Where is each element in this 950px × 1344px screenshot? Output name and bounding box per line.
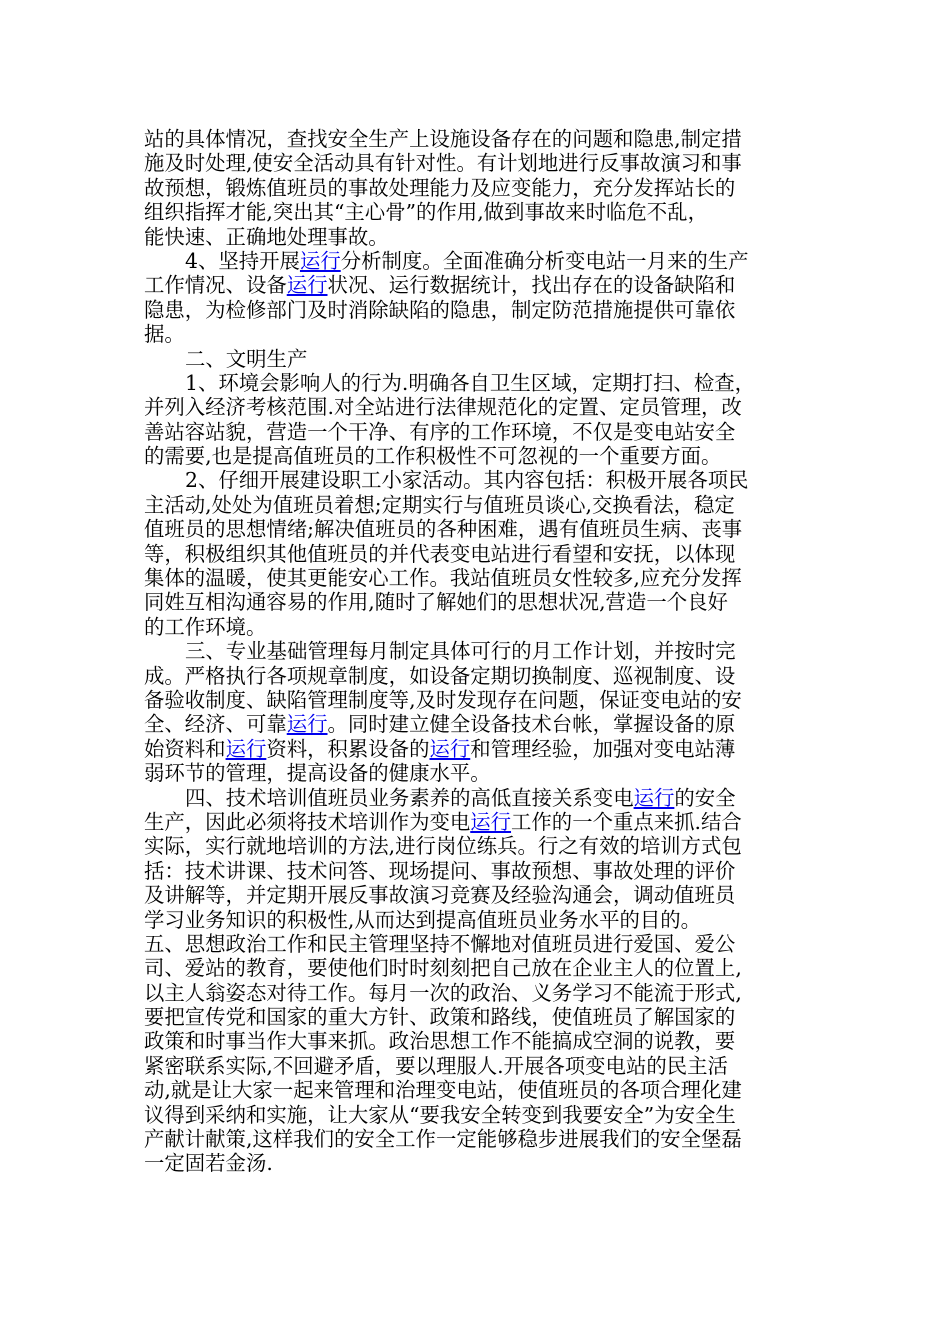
text-segment: 的安全 <box>674 785 736 810</box>
text-line <box>144 664 808 688</box>
text-segment: 紧密联系实际,不回避矛盾，要以理服人.开展各项变电站的民主活 <box>144 1053 728 1078</box>
text-segment: 主活动,处处为值班员着想;定期实行与值班员谈心,交换看法，稳定 <box>144 492 735 517</box>
text-line <box>144 712 808 736</box>
text-line <box>144 444 808 468</box>
text-segment: 和管理经验，加强对变电站薄 <box>470 736 736 761</box>
text-segment: 产献计献策,这样我们的安全工作一定能够稳步进展我们的安全堡磊 <box>144 1127 742 1152</box>
text-line <box>144 1054 808 1078</box>
text-segment: 学习业务知识的积极性,从而达到提高值班员业务水平的目的。 <box>144 907 702 932</box>
text-segment: 备验收制度、缺陷管理制度等,及时发现存在问题，保证变电站的安 <box>144 687 742 712</box>
text-line <box>144 859 808 883</box>
text-line <box>144 322 808 346</box>
text-line <box>144 1005 808 1029</box>
text-line <box>144 249 808 273</box>
text-line <box>144 225 808 249</box>
text-line <box>144 737 808 761</box>
text-line <box>144 981 808 1005</box>
text-segment: 政策和时事当作大事来抓。政治思想工作不能搞成空洞的说教，要 <box>144 1029 736 1054</box>
link-yunxing[interactable]: 运行 <box>225 736 267 761</box>
text-segment: 实际，实行就地培训的方法,进行岗位练兵。行之有效的培训方式包 <box>144 834 742 859</box>
text-segment: 并列入经济考核范围.对全站进行法律规范化的定置、定员管理，改 <box>144 395 742 420</box>
text-segment: 施及时处理,使安全活动具有针对性。有计划地进行反事故演习和事 <box>144 151 742 176</box>
text-line <box>144 1103 808 1127</box>
text-line <box>144 468 808 492</box>
text-line <box>144 810 808 834</box>
text-line <box>144 517 808 541</box>
text-segment: 弱环节的管理，提高设备的健康水平。 <box>144 761 491 786</box>
text-segment: 的需要,也是提高值班员的工作积极性不可忽视的一个重要方面。 <box>144 444 722 469</box>
link-yunxing[interactable]: 运行 <box>286 712 328 737</box>
text-segment: 故预想，锻炼值班员的事故处理能力及应变能力，充分发挥站长的 <box>144 175 736 200</box>
text-line <box>144 493 808 517</box>
text-segment: 及讲解等，并定期开展反事故演习竞赛及经验沟通会，调动值班员 <box>144 883 736 908</box>
text-segment: 司、爱站的教育，要使他们时时刻刻把自己放在企业主人的位置上, <box>144 956 742 981</box>
text-segment: 2、仔细开展建设职工小家活动。其内容包括：积极开展各项民 <box>185 468 749 493</box>
text-line <box>144 1029 808 1053</box>
text-line <box>144 298 808 322</box>
text-line <box>144 542 808 566</box>
text-segment: 的工作环境。 <box>144 614 267 639</box>
link-yunxing[interactable]: 运行 <box>299 248 341 273</box>
text-segment: 分析制度。全面准确分析变电站一月来的生产 <box>340 248 749 273</box>
text-segment: 隐患，为检修部门及时消除缺陷的隐患，制定防范措施提供可靠依 <box>144 297 736 322</box>
text-line <box>144 1151 808 1175</box>
text-line <box>144 761 808 785</box>
text-segment: 同姓互相沟通容易的作用,随时了解她们的思想状况,营造一个良好 <box>144 590 728 615</box>
text-segment: 善站容站貌，营造一个干净、有序的工作环境，不仅是变电站安全 <box>144 419 736 444</box>
text-line <box>144 151 808 175</box>
text-segment: 五、思想政治工作和民主管理坚持不懈地对值班员进行爱国、爱公 <box>144 931 736 956</box>
text-line <box>144 176 808 200</box>
text-segment: 议得到采纳和实施，让大家从“要我安全转变到我要安全”为安全生 <box>144 1102 736 1127</box>
text-segment: 资料，积累设备的 <box>266 736 430 761</box>
text-segment: 4、坚持开展 <box>185 248 300 273</box>
text-segment: 据。 <box>144 322 185 347</box>
text-segment: 等，积极组织其他值班员的并代表变电站进行看望和安抚，以体现 <box>144 541 736 566</box>
text-line <box>144 395 808 419</box>
text-segment: 二、文明生产 <box>185 346 308 371</box>
text-segment: 要把宣传党和国家的重大方针、政策和路线，使值班员了解国家的 <box>144 1005 736 1030</box>
text-segment: 四、技术培训值班员业务素养的高低直接关系变电 <box>185 785 634 810</box>
text-segment: 全、经济、可靠 <box>144 712 287 737</box>
text-segment: 三、专业基础管理每月制定具体可行的月工作计划，并按时完 <box>185 639 736 664</box>
text-line <box>144 590 808 614</box>
text-segment: 工作情况、设备 <box>144 273 287 298</box>
link-yunxing[interactable]: 运行 <box>286 273 328 298</box>
link-yunxing[interactable]: 运行 <box>633 785 675 810</box>
text-segment: 站的具体情况，查找安全生产上设施设备存在的问题和隐患,制定措 <box>144 127 742 151</box>
text-segment: 动,就是让大家一起来管理和治理变电站，使值班员的各项合理化建 <box>144 1078 742 1103</box>
text-line <box>144 371 808 395</box>
text-line <box>144 956 808 980</box>
text-line <box>144 420 808 444</box>
text-line <box>144 786 808 810</box>
text-line <box>144 908 808 932</box>
text-segment: 值班员的思想情绪;解决值班员的各种困难，遇有值班员生病、丧事 <box>144 517 743 542</box>
link-yunxing[interactable]: 运行 <box>470 809 512 834</box>
text-line <box>144 127 808 151</box>
text-line <box>144 1127 808 1151</box>
link-yunxing[interactable]: 运行 <box>429 736 471 761</box>
text-line <box>144 615 808 639</box>
text-segment: 能快速、正确地处理事故。 <box>144 224 389 249</box>
text-segment: 1、环境会影响人的行为.明确各自卫生区域，定期打扫、检查， <box>185 370 755 395</box>
text-line <box>144 834 808 858</box>
text-segment: 组织指挥才能,突出其“主心骨”的作用,做到事故来时临危不乱， <box>144 200 708 225</box>
text-segment: 括：技术讲课、技术问答、现场提问、事故预想、事故处理的评价 <box>144 858 736 883</box>
text-line <box>144 932 808 956</box>
text-segment: 集体的温暖，使其更能安心工作。我站值班员女性较多,应充分发挥 <box>144 566 742 591</box>
text-segment: 以主人翁姿态对待工作。每月一次的政治、义务学习不能流于形式, <box>144 980 742 1005</box>
text-line <box>144 566 808 590</box>
text-segment: 一定固若金汤. <box>144 1151 273 1176</box>
text-segment: 始资料和 <box>144 736 226 761</box>
text-segment: 。同时建立健全设备技术台帐，掌握设备的原 <box>327 712 736 737</box>
text-line <box>144 347 808 371</box>
text-segment: 生产，因此必须将技术培训作为变电 <box>144 809 471 834</box>
text-line <box>144 1078 808 1102</box>
text-line <box>144 639 808 663</box>
text-line <box>144 273 808 297</box>
text-line <box>144 200 808 224</box>
text-line <box>144 883 808 907</box>
text-segment: 状况、运行数据统计，找出存在的设备缺陷和 <box>327 273 736 298</box>
document-body <box>144 127 808 1176</box>
text-line <box>144 688 808 712</box>
text-segment: 成。严格执行各项规章制度，如设备定期切换制度、巡视制度、设 <box>144 663 736 688</box>
text-segment: 工作的一个重点来抓.结合 <box>511 809 742 834</box>
